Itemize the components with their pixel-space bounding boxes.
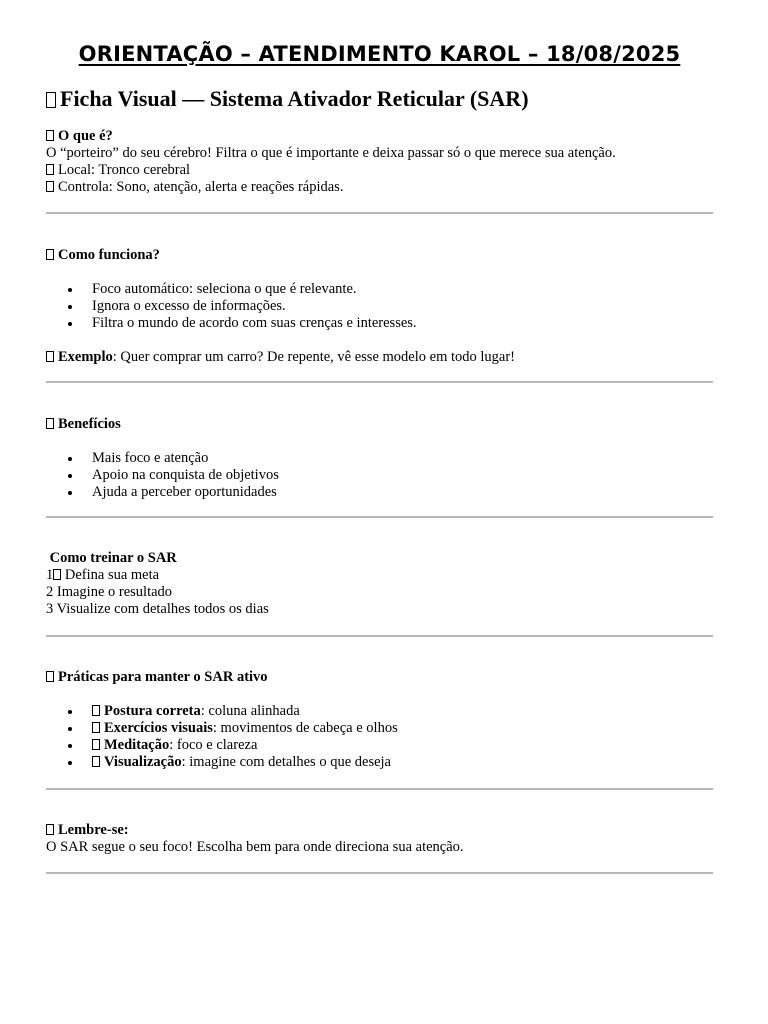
sheet-heading-text: Ficha Visual — Sistema Ativador Reticular (SAR)	[60, 86, 529, 111]
bullet-icon	[68, 457, 72, 461]
list-item: Mais foco e atenção	[46, 450, 713, 467]
list-item: Ignora o excesso de informações.	[46, 298, 713, 315]
sheet-heading	[46, 86, 529, 112]
list-item: Ajuda a perceber oportunidades	[46, 484, 713, 501]
bullet-icon	[68, 710, 72, 714]
bullet-icon	[68, 288, 72, 292]
train-step: 2 Imagine o resultado	[46, 584, 173, 600]
section-what-line: O “porteiro” do seu cérebro! Filtra o que é importante e deixa passar só o que merece sua atenção.	[46, 145, 616, 161]
list-item: Exercícios visuais: movimentos de cabeça e olhos	[46, 720, 713, 737]
list-item: Meditação: foco e clareza	[46, 737, 713, 754]
example-line: Exemplo: Quer comprar um carro? De repente, vê esse modelo em todo lugar!	[46, 349, 713, 366]
how-list	[46, 281, 713, 332]
missing-glyph-icon	[92, 739, 100, 750]
section-practices	[46, 669, 713, 771]
missing-glyph-icon	[46, 418, 54, 429]
missing-glyph-icon	[92, 722, 100, 733]
list-item: Foco automático: seleciona o que é relevante.	[46, 281, 713, 298]
missing-glyph-icon	[46, 824, 54, 835]
missing-glyph-icon	[46, 181, 54, 192]
practices-list	[46, 703, 713, 771]
missing-glyph-icon	[92, 756, 100, 767]
missing-glyph-icon	[46, 92, 56, 108]
bullet-icon	[68, 474, 72, 478]
bullet-icon	[68, 322, 72, 326]
section-how-title: Como funciona?	[46, 247, 713, 264]
train-step: 3 Visualize com detalhes todos os dias	[46, 601, 269, 617]
missing-glyph-icon	[46, 249, 54, 260]
missing-glyph-icon	[46, 130, 54, 141]
list-item: Visualização: imagine com detalhes o que deseja	[46, 754, 713, 771]
list-item: Apoio na conquista de objetivos	[46, 467, 713, 484]
bullet-icon	[68, 305, 72, 309]
remember-text: O SAR segue o seu foco! Escolha bem para onde direciona sua atenção.	[46, 839, 464, 855]
section-practices-title: Práticas para manter o SAR ativo	[46, 669, 713, 686]
divider	[46, 635, 713, 637]
missing-glyph-icon	[92, 705, 100, 716]
divider	[46, 381, 713, 383]
missing-glyph-icon	[46, 351, 54, 362]
section-benefits	[46, 416, 713, 501]
bullet-icon	[68, 491, 72, 495]
bullet-icon	[68, 761, 72, 765]
list-item: Postura correta: coluna alinhada	[46, 703, 713, 720]
section-train-title: Como treinar o SAR	[46, 550, 177, 566]
section-what-line: Local: Tronco cerebral	[46, 162, 713, 179]
section-benefits-title: Benefícios	[46, 416, 713, 433]
missing-glyph-icon	[46, 671, 54, 682]
divider	[46, 788, 713, 790]
document-title: ORIENTAÇÃO – ATENDIMENTO KAROL – 18/08/2025	[78, 42, 681, 66]
section-remember-title: Lembre-se:	[46, 822, 713, 839]
divider	[46, 212, 713, 214]
bullet-icon	[68, 727, 72, 731]
train-step: 1 Defina sua meta	[46, 567, 160, 583]
section-what-title: O que é?	[46, 128, 713, 145]
section-how	[46, 247, 713, 366]
list-item: Filtra o mundo de acordo com suas crenças e interesses.	[46, 315, 713, 332]
section-what	[46, 128, 713, 196]
section-remember	[46, 822, 713, 856]
section-train	[46, 550, 713, 618]
missing-glyph-icon	[46, 164, 54, 175]
bullet-icon	[68, 744, 72, 748]
benefits-list	[46, 450, 713, 501]
divider	[46, 872, 713, 874]
section-what-line: Controla: Sono, atenção, alerta e reações rápidas.	[46, 179, 713, 196]
divider	[46, 516, 713, 518]
